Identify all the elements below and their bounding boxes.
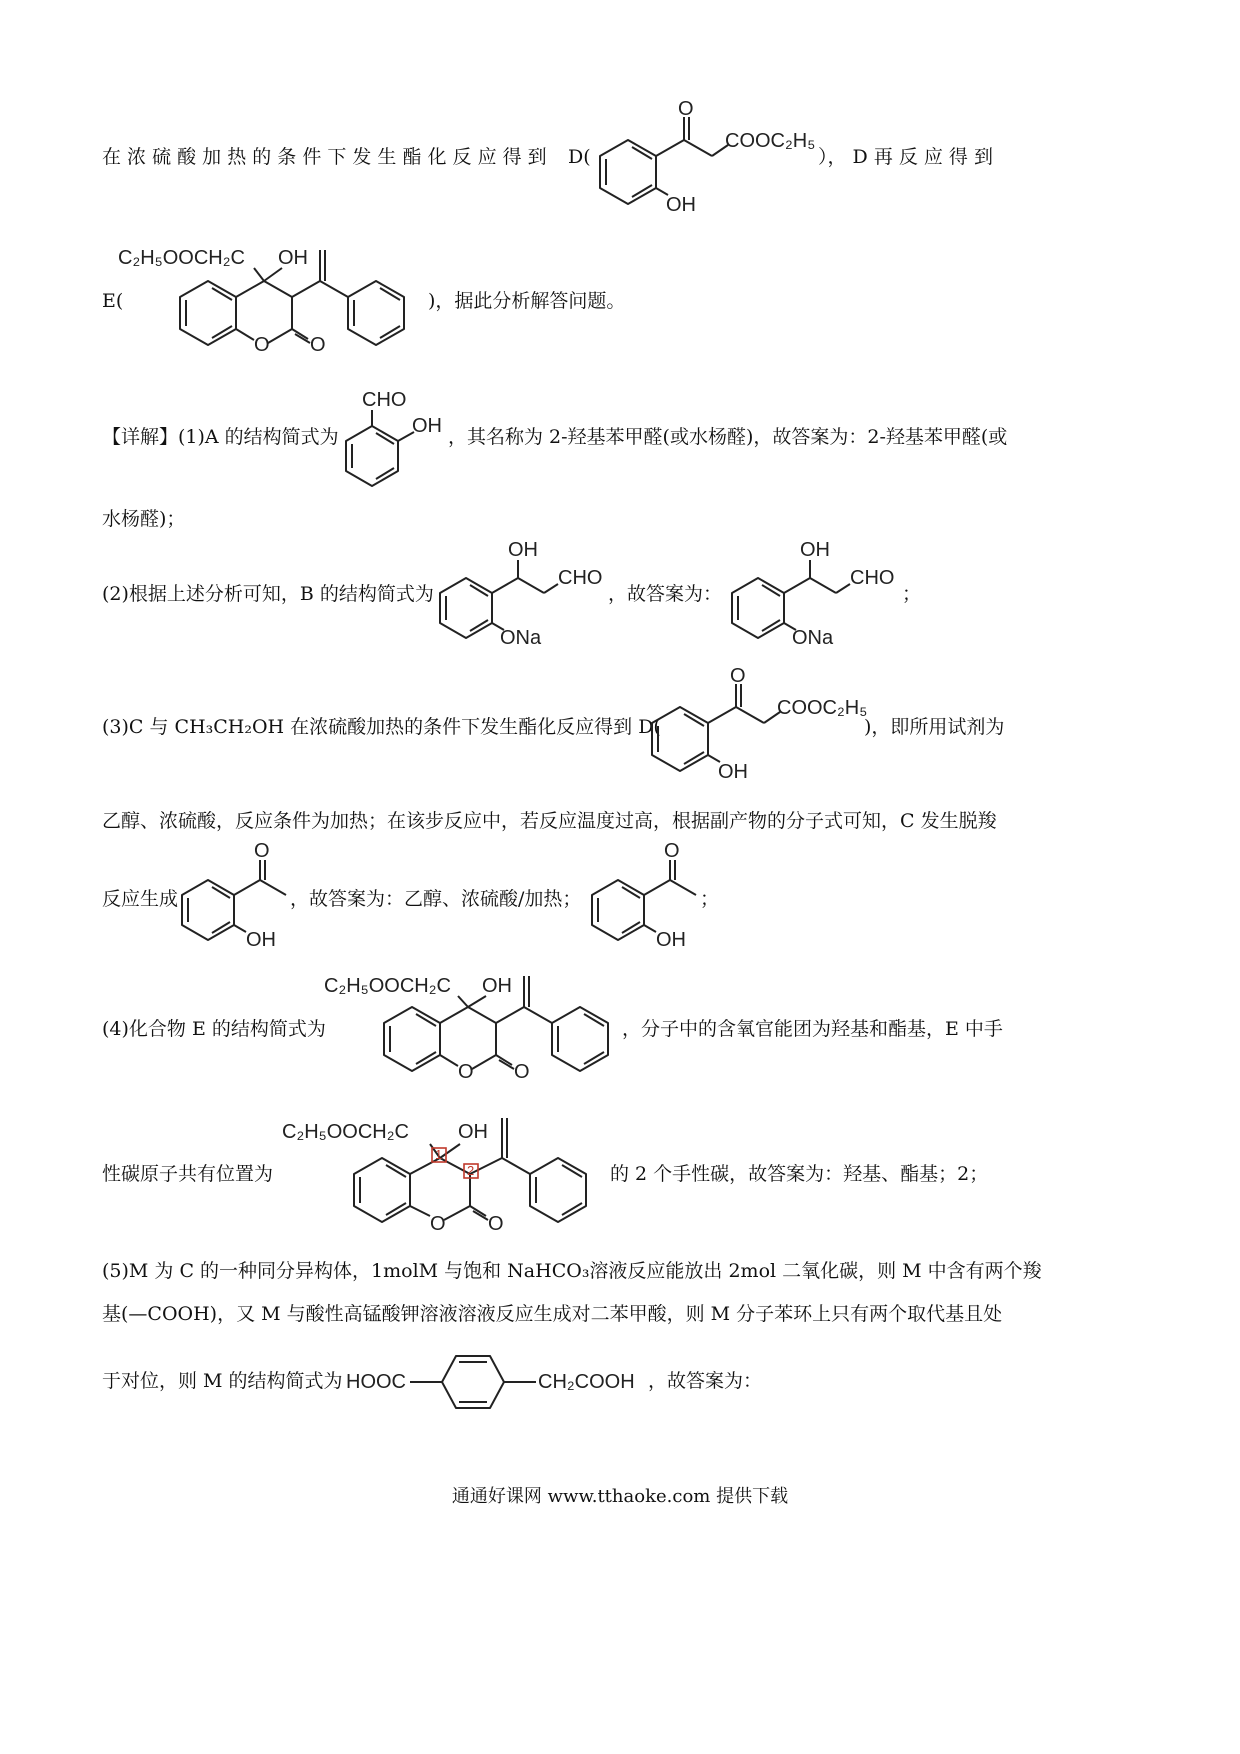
q3-text6: ； [700, 888, 720, 910]
byproduct-structure-1 [176, 840, 296, 955]
byproduct-structure-2 [586, 840, 706, 955]
d2-cooet-label: COOC₂H₅ [777, 697, 868, 719]
e1-ring-o: O [254, 334, 270, 356]
q5-text3: 于对位，则 M 的结构简式为 [102, 1370, 343, 1392]
d-structure-2 [640, 662, 880, 787]
q3-text4: 反应生成 [102, 888, 179, 910]
m-ch2cooh-label: CH₂COOH [538, 1371, 635, 1393]
d2-o-label: O [730, 665, 746, 687]
chiral-marker-2-label: 2 [467, 1163, 475, 1178]
q5-text2: 基(—COOH)，又 M 与酸性高锰酸钾溶液溶液反应生成对二苯甲酸，则 M 分子苯环上只有两个取代基且处 [102, 1303, 1003, 1325]
e2-ring-o: O [458, 1061, 474, 1083]
d1-cooet-label: COOC₂H₅ [725, 130, 816, 152]
bp1-o-label: O [254, 840, 270, 862]
e2-carbonyl-o: O [514, 1061, 530, 1083]
chiral-marker-1-label: 1 [435, 1147, 443, 1162]
q2-text3: ； [902, 583, 922, 605]
e2-oh-label: OH [482, 975, 512, 997]
e1-oh-label: OH [278, 247, 308, 269]
b1-oh-label: OH [508, 539, 538, 561]
a-oh-label: OH [412, 415, 442, 437]
q3-text5: ，故答案为：乙醇、浓硫酸/加热； [290, 888, 582, 910]
q1-text1: 【详解】(1)A 的结构简式为 [102, 426, 339, 448]
bp2-o-label: O [664, 840, 680, 862]
q4-text1: (4)化合物 E 的结构简式为 [102, 1018, 326, 1040]
b1-cho-label: CHO [558, 567, 603, 589]
q4-text2: ，分子中的含氧官能团为羟基和酯基，E 中手 [622, 1018, 1003, 1040]
q2-text1: (2)根据上述分析可知，B 的结构简式为 [102, 583, 434, 605]
e-structure-2 [320, 962, 630, 1087]
e-structure-1 [118, 236, 428, 366]
b2-cho-label: CHO [850, 567, 895, 589]
bp2-oh-label: OH [656, 929, 686, 951]
e1-sub-label: C₂H₅OOCH₂C [118, 247, 245, 269]
para0b-after: )，据此分析解答问题。 [428, 290, 626, 312]
page-footer: 通通好课网 www.tthaoke.com 提供下载 [451, 1486, 789, 1507]
d1-oh-label: OH [666, 194, 696, 216]
e-structure-chiral [278, 1108, 608, 1238]
q3-text1: (3)C 与 CH₃CH₂OH 在浓硫酸加热的条件下发生酯化反应得到 D( [102, 716, 661, 738]
a-structure [342, 388, 447, 483]
b-structure-2 [726, 540, 906, 650]
para0-d-open: D( [568, 146, 591, 168]
b2-oh-label: OH [800, 539, 830, 561]
q4-text4: 的 2 个手性碳，故答案为：羟基、酯基；2； [610, 1163, 989, 1185]
q3-text3: 乙醇、浓硫酸，反应条件为加热；在该步反应中，若反应温度过高，根据副产物的分子式可知，C 发生脱羧 [102, 810, 997, 832]
para0-after: ）， D 再 反 应 得 到 [818, 146, 993, 168]
q5-text4: ，故答案为： [648, 1370, 763, 1392]
e1-carbonyl-o: O [310, 334, 326, 356]
q1-text2: ，其名称为 2-羟基苯甲醛(或水杨醛)，故答案为：2-羟基苯甲醛(或 [448, 426, 1008, 448]
d1-o-label: O [678, 98, 694, 120]
q1-text3: 水杨醛)； [102, 508, 186, 530]
e3-oh-label: OH [458, 1121, 488, 1143]
b-structure-1 [434, 540, 614, 650]
b2-ona-label: ONa [792, 627, 834, 649]
q3-text2: )，即所用试剂为 [864, 716, 1005, 738]
a-cho-label: CHO [362, 389, 407, 411]
d-structure-1 [588, 95, 828, 220]
q5-text1: (5)M 为 C 的一种同分异构体，1molM 与饱和 NaHCO₃溶液反应能放出 2mol 二氧化碳，则 M 中含有两个羧 [102, 1260, 1042, 1282]
e2-sub-label: C₂H₅OOCH₂C [324, 975, 451, 997]
q4-text3: 性碳原子共有位置为 [102, 1163, 274, 1185]
bp1-oh-label: OH [246, 929, 276, 951]
q2-text2: ，故答案为： [608, 583, 723, 605]
e3-ring-o: O [430, 1213, 446, 1235]
m-hooc-label: HOOC [346, 1371, 406, 1393]
para0-text: 在 浓 硫 酸 加 热 的 条 件 下 发 生 酯 化 反 应 得 到 [102, 146, 547, 168]
b1-ona-label: ONa [500, 627, 542, 649]
e3-sub-label: C₂H₅OOCH₂C [282, 1121, 409, 1143]
e3-carbonyl-o: O [488, 1213, 504, 1235]
d2-oh-label: OH [718, 761, 748, 783]
para0b-e-open: E( [102, 290, 124, 312]
